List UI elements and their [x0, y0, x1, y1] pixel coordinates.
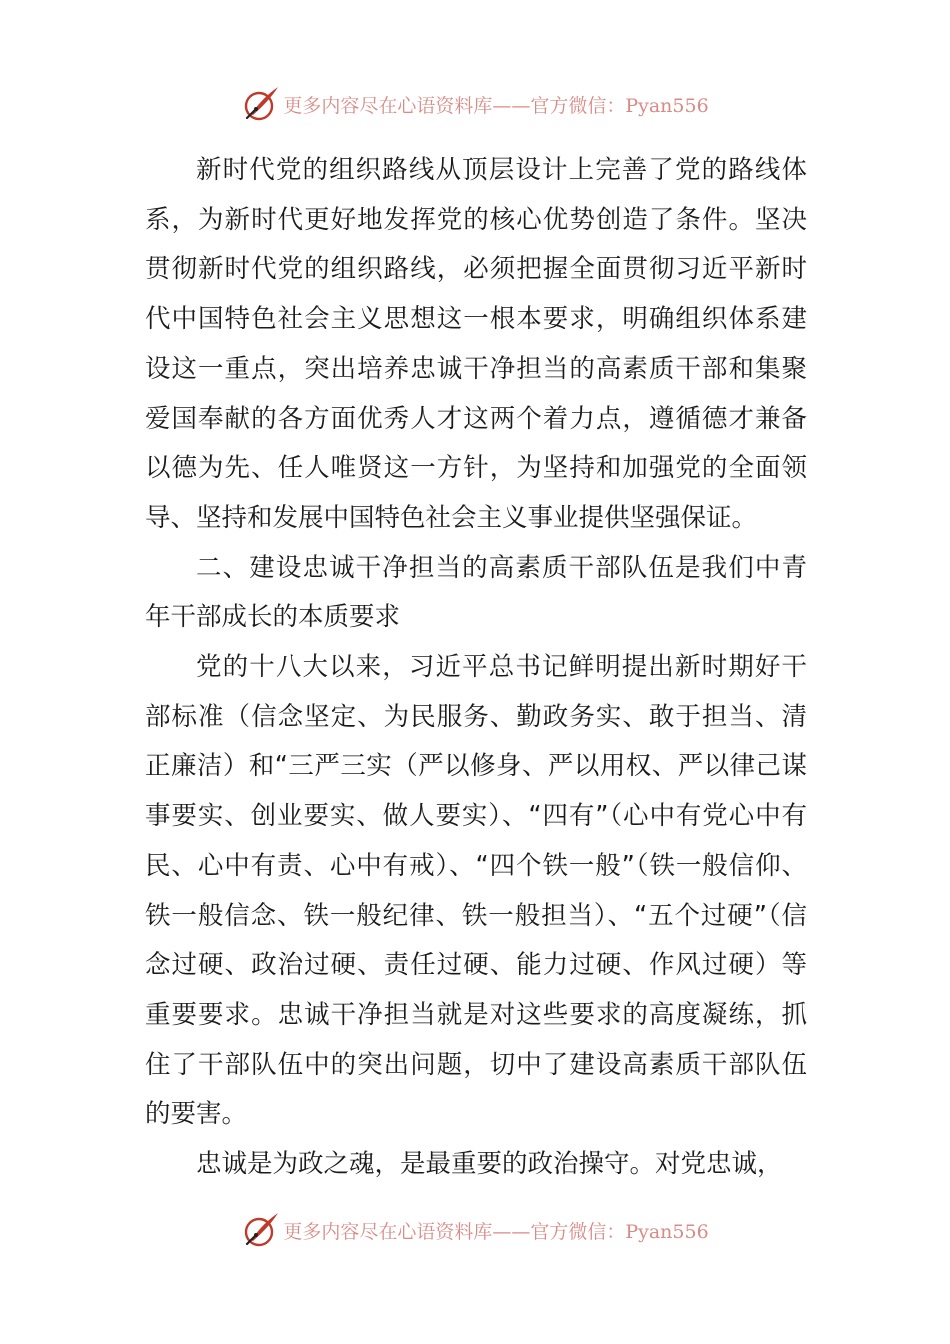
footer-watermark-text: 更多内容尽在心语资料库——官方微信：Pyan556 — [283, 1220, 709, 1243]
quill-pen-logo-icon — [241, 1210, 281, 1250]
quill-pen-logo-icon — [241, 84, 281, 124]
paragraph-4: 忠诚是为政之魂，是最重要的政治操守。对党忠诚， — [196, 1149, 783, 1180]
header-watermark-text: 更多内容尽在心语资料库——官方微信：Pyan556 — [283, 94, 709, 117]
header-watermark — [0, 82, 950, 126]
section-heading-2: 二、建设忠诚干净担当的高素质干部队伍是我们中青年干部成长的本质要求 — [145, 552, 807, 633]
document-body — [145, 146, 807, 1190]
paragraph-3: 党的十八大以来，习近平总书记鲜明提出新时期好干部标准（信念坚定、为民服务、勤政务实、敢于担当、清正廉洁）和“三严三实（严以修身、严以用权、严以律己谋事要实、创业要实、做人要实）、“四有”（心中有党心中有民、心中有责、心中有戒）、“四个铁一般”（铁一般信仰、铁一般信念、铁一般纪律、铁一般担当）、“五个过硬”（信念过硬、政治过硬、责任过硬、能力过硬、作风过硬）等重要要求。忠诚干净担当就是对这些要求的高度凝练，抓住了干部队伍中的突出问题，切中了建设高素质干部队伍的要害。 — [145, 652, 807, 1130]
footer-watermark — [0, 1208, 950, 1252]
paragraph-1: 新时代党的组织路线从顶层设计上完善了党的路线体系，为新时代更好地发挥党的核心优势创造了条件。坚决贯彻新时代党的组织路线，必须把握全面贯彻习近平新时代中国特色社会主义思想这一根本要求，明确组织体系建设这一重点，突出培养忠诚干净担当的高素质干部和集聚爱国奉献的各方面优秀人才这两个着力点，遵循德才兼备以德为先、任人唯贤这一方针，为坚持和加强党的全面领导、坚持和发展中国特色社会主义事业提供坚强保证。 — [145, 155, 807, 533]
